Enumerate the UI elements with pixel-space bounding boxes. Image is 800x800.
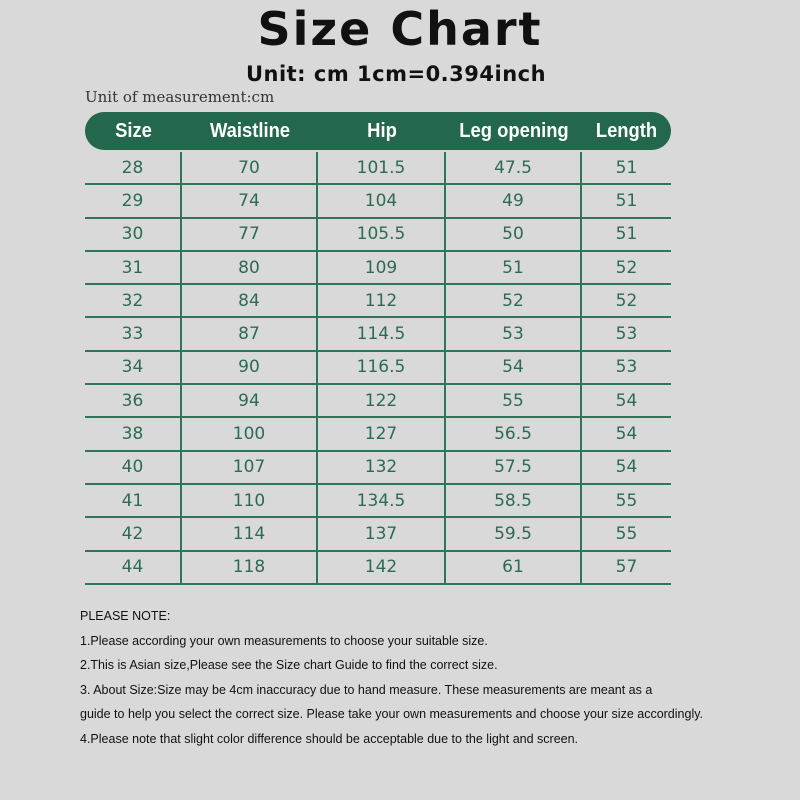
cell-hip: 114.5 — [318, 318, 446, 349]
cell-size: 30 — [85, 219, 182, 250]
cell-length: 51 — [615, 190, 638, 211]
table-body — [85, 152, 671, 585]
cell-size: 42 — [85, 518, 182, 549]
cell-leg-opening: 57.5 — [446, 452, 582, 483]
cell-leg-opening: 49 — [446, 185, 582, 216]
cell-hip: 134.5 — [318, 485, 446, 516]
cell-waistline: 94 — [182, 385, 318, 416]
measurement-unit-note: Unit of measurement:cm — [85, 88, 275, 106]
cell-waistline: 107 — [182, 452, 318, 483]
notes-section — [80, 608, 760, 755]
table-header — [85, 112, 671, 150]
cell-waistline: 87 — [182, 318, 318, 349]
cell-waistline: 84 — [182, 285, 318, 316]
cell-hip: 127 — [318, 418, 446, 449]
cell-leg-opening: 52 — [446, 285, 582, 316]
cell-size: 33 — [85, 318, 182, 349]
table-row — [85, 152, 671, 185]
table-row — [85, 452, 671, 485]
cell-hip: 112 — [318, 285, 446, 316]
page-title: Size Chart — [257, 2, 543, 56]
cell-length: 57 — [615, 557, 638, 578]
cell-leg-opening: 56.5 — [446, 418, 582, 449]
cell-leg-opening: 47.5 — [446, 152, 582, 183]
cell-leg-opening: 54 — [446, 352, 582, 383]
cell-size: 38 — [85, 418, 182, 449]
table-row — [85, 318, 671, 351]
note-line: 4.Please note that slight color difference should be acceptable due to the light and screen. — [80, 731, 579, 746]
column-header-hip: Hip — [367, 119, 397, 142]
cell-hip: 109 — [318, 252, 446, 283]
cell-hip: 116.5 — [318, 352, 446, 383]
table-row — [85, 418, 671, 451]
cell-size: 32 — [85, 285, 182, 316]
cell-waistline: 110 — [182, 485, 318, 516]
cell-waistline: 90 — [182, 352, 318, 383]
cell-hip: 104 — [318, 185, 446, 216]
cell-size: 44 — [85, 552, 182, 583]
cell-hip: 105.5 — [318, 219, 446, 250]
note-line: 2.This is Asian size,Please see the Size chart Guide to find the correct size. — [80, 658, 498, 672]
cell-leg-opening: 50 — [446, 219, 582, 250]
note-line: guide to help you select the correct size. Please take your own measurements and choose your size accordingly. — [80, 707, 704, 721]
cell-length: 55 — [615, 523, 638, 544]
table-row — [85, 385, 671, 418]
cell-waistline: 70 — [182, 152, 318, 183]
table-row — [85, 552, 671, 585]
column-header-length: Length — [595, 119, 658, 142]
size-table — [85, 112, 671, 585]
cell-hip: 142 — [318, 552, 446, 583]
cell-length: 54 — [615, 457, 638, 478]
unit-conversion: Unit: cm 1cm=0.394inch — [245, 62, 547, 86]
cell-leg-opening: 58.5 — [446, 485, 582, 516]
cell-size: 28 — [85, 152, 182, 183]
cell-leg-opening: 51 — [446, 252, 582, 283]
cell-length: 54 — [615, 424, 638, 445]
cell-waistline: 114 — [182, 518, 318, 549]
cell-length: 51 — [615, 224, 638, 245]
notes-heading: PLEASE NOTE: — [80, 609, 171, 623]
cell-length: 54 — [615, 390, 638, 411]
cell-size: 31 — [85, 252, 182, 283]
cell-waistline: 118 — [182, 552, 318, 583]
cell-length: 53 — [615, 324, 638, 345]
cell-size: 40 — [85, 452, 182, 483]
cell-length: 52 — [615, 257, 638, 278]
cell-size: 41 — [85, 485, 182, 516]
cell-leg-opening: 61 — [446, 552, 582, 583]
cell-length: 55 — [615, 490, 638, 511]
cell-hip: 122 — [318, 385, 446, 416]
table-row — [85, 352, 671, 385]
table-row — [85, 219, 671, 252]
cell-waistline: 77 — [182, 219, 318, 250]
cell-waistline: 74 — [182, 185, 318, 216]
column-header-leg-opening: Leg opening — [459, 119, 569, 142]
column-header-size: Size — [115, 119, 152, 142]
cell-length: 52 — [615, 290, 638, 311]
cell-size: 29 — [85, 185, 182, 216]
cell-waistline: 100 — [182, 418, 318, 449]
cell-size: 34 — [85, 352, 182, 383]
cell-size: 36 — [85, 385, 182, 416]
table-row — [85, 518, 671, 551]
cell-length: 53 — [615, 357, 638, 378]
cell-hip: 101.5 — [318, 152, 446, 183]
note-line: 3. About Size:Size may be 4cm inaccuracy due to hand measure. These measurements are meant as a — [80, 682, 653, 697]
note-line: 1.Please according your own measurements to choose your suitable size. — [80, 633, 488, 648]
cell-waistline: 80 — [182, 252, 318, 283]
table-row — [85, 485, 671, 518]
cell-hip: 132 — [318, 452, 446, 483]
table-row — [85, 185, 671, 218]
cell-leg-opening: 59.5 — [446, 518, 582, 549]
cell-length: 51 — [615, 157, 638, 178]
cell-leg-opening: 55 — [446, 385, 582, 416]
table-row — [85, 285, 671, 318]
cell-hip: 137 — [318, 518, 446, 549]
table-row — [85, 252, 671, 285]
column-header-waistline: Waistline — [209, 119, 291, 142]
cell-leg-opening: 53 — [446, 318, 582, 349]
